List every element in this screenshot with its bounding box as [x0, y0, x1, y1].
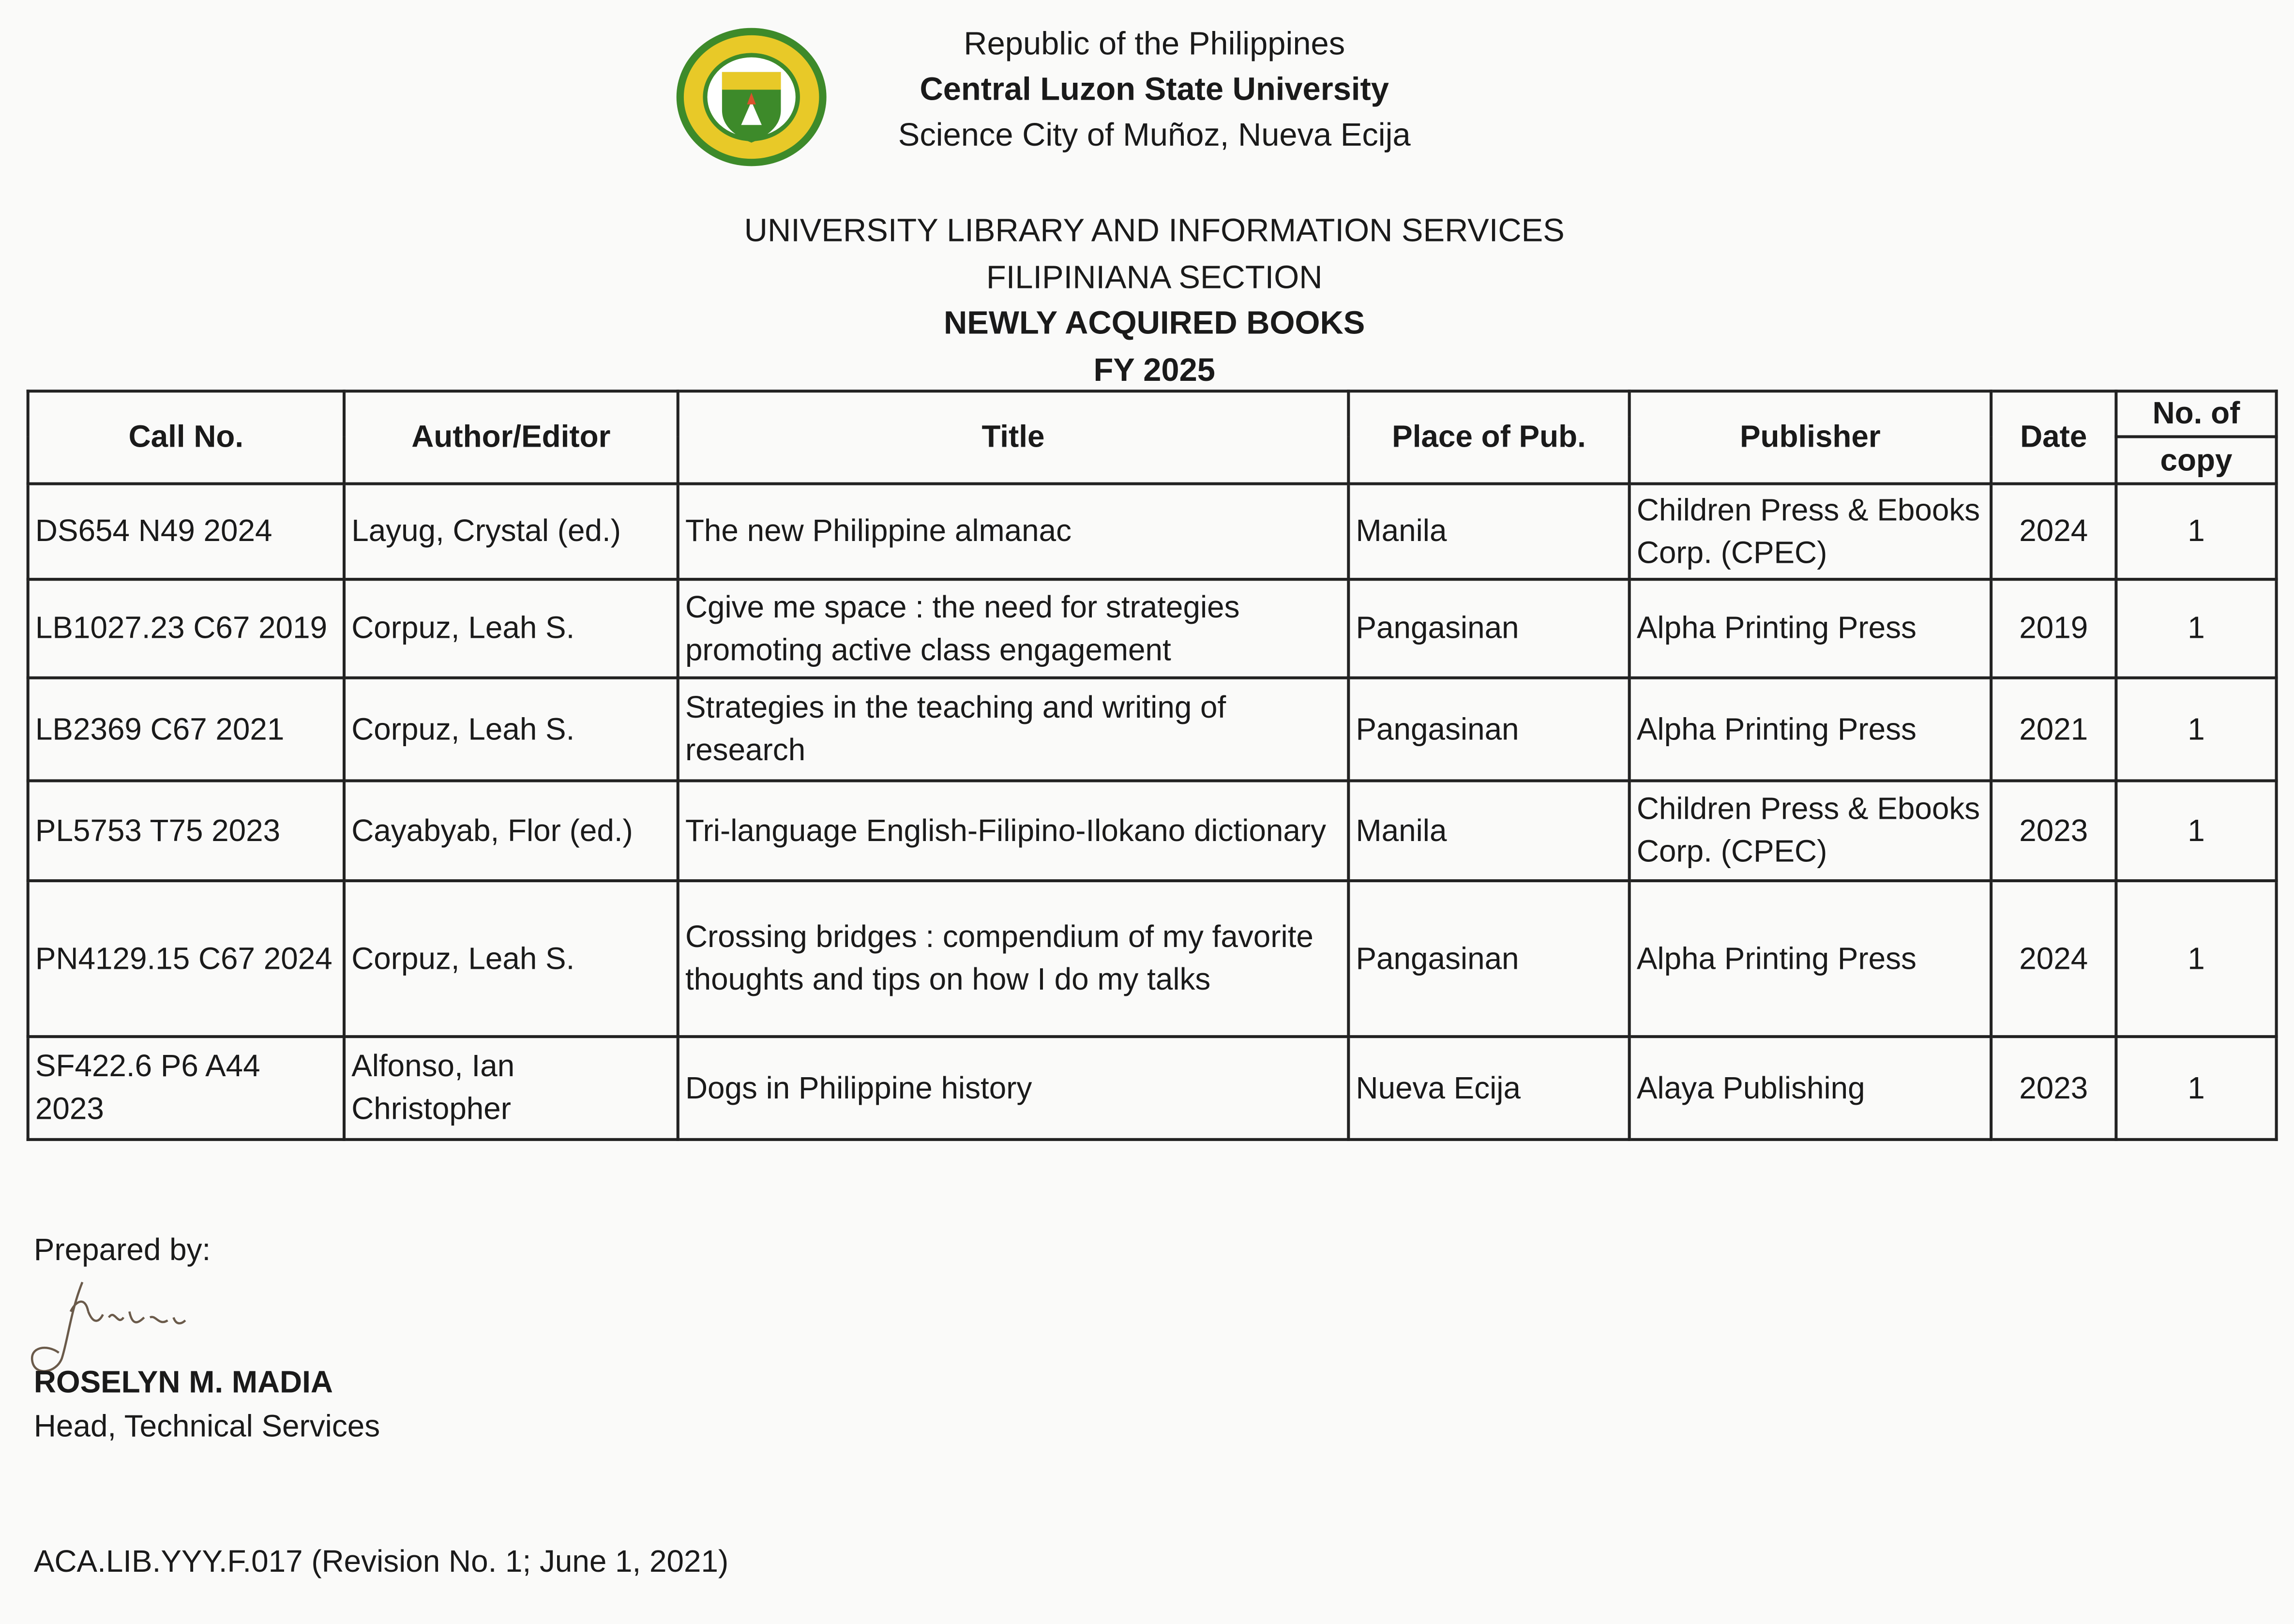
letterhead-address: Science City of Muñoz, Nueva Ecija — [898, 116, 1411, 153]
cell-place: Manila — [1348, 484, 1629, 580]
cell-author: Alfonso, Ian Christopher — [344, 1037, 678, 1140]
office-name: UNIVERSITY LIBRARY AND INFORMATION SERVICES — [744, 211, 1565, 249]
table-row — [28, 1037, 2277, 1140]
form-code: ACA.LIB.YYY.F.017 (Revision No. 1; June 1, 2021) — [33, 1545, 729, 1579]
cell-date: 2021 — [1991, 678, 2116, 781]
cell-date: 2023 — [1991, 781, 2116, 881]
fiscal-year: FY 2025 — [1093, 350, 1215, 388]
cell-title: Crossing bridges : compendium of my favorite thoughts and tips on how I do my talks — [678, 881, 1349, 1037]
document-heading — [559, 207, 1750, 392]
document-title: NEWLY ACQUIRED BOOKS — [944, 304, 1365, 341]
header-copies-bottom: copy — [2116, 436, 2276, 483]
cell-place: Pangasinan — [1348, 881, 1629, 1037]
table-row — [28, 484, 2277, 580]
header-copies-top: No. of — [2116, 391, 2276, 436]
cell-publisher: Children Press & Ebooks Corp. (CPEC) — [1630, 781, 1991, 881]
cell-copies: 1 — [2116, 579, 2276, 678]
cell-publisher: Alpha Printing Press — [1630, 579, 1991, 678]
preparer-position: Head, Technical Services — [33, 1410, 380, 1444]
table-row — [28, 678, 2277, 781]
cell-date: 2019 — [1991, 579, 2116, 678]
cell-copies: 1 — [2116, 1037, 2276, 1140]
cell-publisher: Alpha Printing Press — [1630, 881, 1991, 1037]
cell-copies: 1 — [2116, 678, 2276, 781]
cell-call-no: LB2369 C67 2021 — [28, 678, 344, 781]
cell-call-no: SF422.6 P6 A44 2023 — [28, 1037, 344, 1140]
cell-publisher: Alaya Publishing — [1630, 1037, 1991, 1140]
letterhead-university: Central Luzon State University — [920, 70, 1389, 107]
cell-call-no: DS654 N49 2024 — [28, 484, 344, 580]
cell-author: Cayabyab, Flor (ed.) — [344, 781, 678, 881]
cell-title: Strategies in the teaching and writing of research — [678, 678, 1349, 781]
cell-author: Corpuz, Leah S. — [344, 678, 678, 781]
header-publisher: Publisher — [1630, 391, 1991, 483]
cell-copies: 1 — [2116, 881, 2276, 1037]
cell-title: The new Philippine almanac — [678, 484, 1349, 580]
table-row — [28, 579, 2277, 678]
table-row — [28, 881, 2277, 1037]
letterhead-country: Republic of the Philippines — [964, 25, 1345, 62]
header-author: Author/Editor — [344, 391, 678, 483]
cell-title: Cgive me space : the need for strategies promoting active class engagement — [678, 579, 1349, 678]
cell-author: Corpuz, Leah S. — [344, 579, 678, 678]
cell-title: Dogs in Philippine history — [678, 1037, 1349, 1140]
prepared-by-label: Prepared by: — [33, 1233, 211, 1268]
cell-date: 2023 — [1991, 1037, 2116, 1140]
cell-publisher: Children Press & Ebooks Corp. (CPEC) — [1630, 484, 1991, 580]
university-seal-logo — [674, 25, 830, 169]
table-row — [28, 781, 2277, 881]
cell-copies: 1 — [2116, 781, 2276, 881]
cell-place: Manila — [1348, 781, 1629, 881]
header-place: Place of Pub. — [1348, 391, 1629, 483]
cell-call-no: PN4129.15 C67 2024 — [28, 881, 344, 1037]
header-date: Date — [1991, 391, 2116, 483]
cell-copies: 1 — [2116, 484, 2276, 580]
cell-author: Layug, Crystal (ed.) — [344, 484, 678, 580]
section-name: FILIPINIANA SECTION — [986, 258, 1323, 295]
preparer-name: ROSELYN M. MADIA — [33, 1366, 333, 1400]
cell-place: Nueva Ecija — [1348, 1037, 1629, 1140]
cell-call-no: LB1027.23 C67 2019 — [28, 579, 344, 678]
letterhead — [824, 21, 1485, 158]
cell-place: Pangasinan — [1348, 579, 1629, 678]
books-table — [27, 390, 2278, 1141]
cell-call-no: PL5753 T75 2023 — [28, 781, 344, 881]
header-call-no: Call No. — [28, 391, 344, 483]
cell-title: Tri-language English-Filipino-Ilokano dictionary — [678, 781, 1349, 881]
header-title: Title — [678, 391, 1349, 483]
cell-publisher: Alpha Printing Press — [1630, 678, 1991, 781]
cell-date: 2024 — [1991, 881, 2116, 1037]
cell-author: Corpuz, Leah S. — [344, 881, 678, 1037]
cell-date: 2024 — [1991, 484, 2116, 580]
cell-place: Pangasinan — [1348, 678, 1629, 781]
